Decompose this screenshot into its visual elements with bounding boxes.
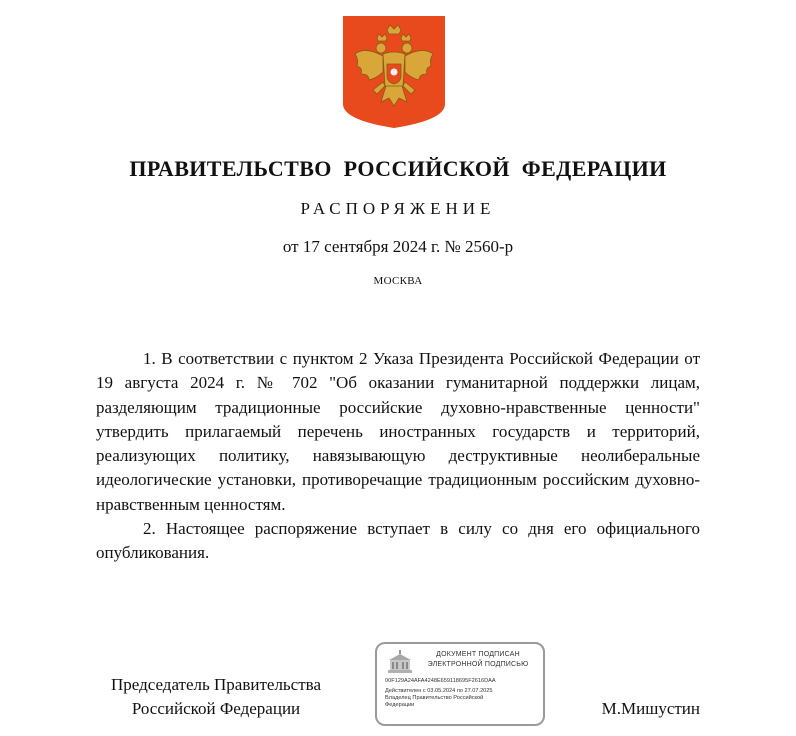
document-date-number: от 17 сентября 2024 г. № 2560-р bbox=[282, 237, 514, 256]
document-body bbox=[96, 347, 700, 566]
signer-name: М.Мишустин bbox=[601, 699, 700, 718]
paragraph-2: 2. Настоящее распоряжение вступает в силу со дня его официального опубликования. bbox=[96, 519, 700, 563]
russian-coat-of-arms-icon bbox=[343, 16, 445, 128]
signer-title bbox=[96, 673, 336, 721]
paragraph-1: 1. В соответствии с пунктом 2 Указа Президента Российской Федерации от 19 августа 2024 г. № 702 "Об оказании гуманитарной поддержки лицам, разделяющим традиционные российские духовно-нравственные ценности" утвердить прилагаемый перечень иностранных государств и территорий, реализующих политику, навязывающую деструктивные неолиберальные идеологические установки, противоречащие традиционным российским духовно-нравственным ценностям. bbox=[96, 349, 700, 514]
stamp-owner-line-1: Владелец Правительство Российской bbox=[385, 695, 484, 701]
document-type: РАСПОРЯЖЕНИЕ bbox=[300, 199, 496, 218]
gov-building-icon bbox=[387, 650, 413, 674]
government-title: ПРАВИТЕЛЬСТВО РОССИЙСКОЙ ФЕДЕРАЦИИ bbox=[129, 156, 667, 181]
stamp-heading-line-1: ДОКУМЕНТ ПОДПИСАН bbox=[436, 651, 520, 658]
coat-of-arms-emblem bbox=[343, 16, 445, 128]
stamp-owner-line-2: Федерации bbox=[385, 702, 415, 708]
stamp-heading-line-2: ЭЛЕКТРОННОЙ ПОДПИСЬЮ bbox=[427, 661, 529, 668]
stamp-certificate: 00F129A24AFA4248E659118695F2616DAA bbox=[385, 678, 496, 684]
signer-title-line-2: Российской Федерации bbox=[131, 699, 301, 718]
document-city: МОСКВА bbox=[373, 275, 423, 287]
stamp-validity: Действителен с 03.05.2024 по 27.07.2025 bbox=[385, 688, 493, 694]
electronic-signature-stamp bbox=[375, 642, 545, 726]
signer-title-line-1: Председатель Правительства bbox=[110, 675, 322, 694]
stamp-heading bbox=[419, 650, 537, 670]
